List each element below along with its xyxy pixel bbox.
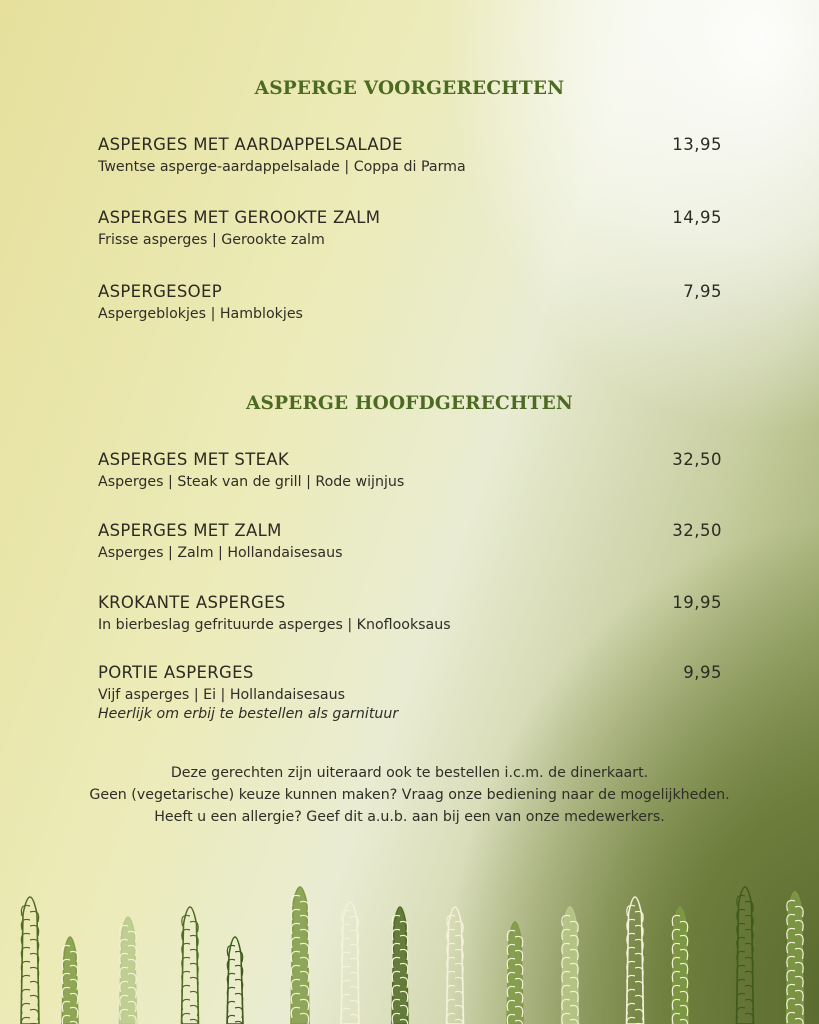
item-description: Asperges | Steak van de grill | Rode wijnjus: [98, 474, 405, 490]
menu-item: [98, 135, 722, 177]
item-description: Vijf asperges | Ei | Hollandaisesaus: [98, 687, 345, 703]
item-description: Frisse asperges | Gerookte zalm: [98, 232, 325, 248]
section-title-voorgerechten: ASPERGE VOORGERECHTEN: [254, 78, 565, 99]
item-name: PORTIE ASPERGES: [98, 663, 254, 682]
menu-item: [98, 282, 722, 324]
menu-item: [98, 593, 722, 635]
asparagus-spear-icon: [627, 897, 644, 1024]
footer-line: Heeft u een allergie? Geef dit a.u.b. aan bij een van onze medewerkers.: [154, 809, 665, 825]
asparagus-spear-icon: [227, 937, 243, 1024]
item-description: In bierbeslag gefrituurde asperges | Knoflooksaus: [98, 617, 451, 633]
item-description: Asperges | Zalm | Hollandaisesaus: [98, 545, 343, 561]
item-price: 7,95: [683, 282, 722, 301]
asparagus-spear-icon: [787, 892, 804, 1024]
menu-item: [98, 450, 722, 492]
asparagus-spear-icon: [392, 907, 408, 1024]
section-title-hoofdgerechten: ASPERGE HOOFDGERECHTEN: [245, 393, 574, 414]
asparagus-spear-icon: [120, 917, 137, 1024]
menu-item: [98, 521, 722, 563]
menu-item: [98, 208, 722, 250]
item-name: KROKANTE ASPERGES: [98, 593, 286, 612]
asparagus-spear-icon: [341, 902, 359, 1024]
asparagus-spear-icon: [291, 887, 309, 1024]
footer-line: Geen (vegetarische) keuze kunnen maken? Vraag onze bediening naar de mogelijkheden.: [89, 787, 730, 803]
item-price: 14,95: [672, 208, 722, 227]
asparagus-spear-icon: [182, 907, 199, 1024]
item-name: ASPERGES MET STEAK: [98, 450, 290, 469]
asparagus-spears-icon: [0, 864, 819, 1024]
item-description: Aspergeblokjes | Hamblokjes: [98, 306, 303, 322]
item-name: ASPERGES MET AARDAPPELSALADE: [98, 135, 403, 154]
asparagus-spear-icon: [737, 887, 754, 1024]
item-name: ASPERGESOEP: [98, 282, 222, 301]
footer-notes: [0, 762, 819, 828]
item-price: 9,95: [683, 663, 722, 682]
item-name: ASPERGES MET GEROOKTE ZALM: [98, 208, 381, 227]
item-price: 19,95: [672, 593, 722, 612]
footer-line: Deze gerechten zijn uiteraard ook te bestellen i.c.m. de dinerkaart.: [170, 765, 649, 781]
item-description: Twentse asperge-aardappelsalade | Coppa di Parma: [98, 159, 466, 175]
asparagus-spear-icon: [672, 907, 688, 1024]
asparagus-spear-icon: [447, 907, 464, 1024]
asparagus-spear-icon: [21, 897, 39, 1024]
item-price: 32,50: [672, 450, 722, 469]
asparagus-spear-icon: [507, 922, 523, 1024]
item-name: ASPERGES MET ZALM: [98, 521, 282, 540]
item-price: 13,95: [672, 135, 722, 154]
asparagus-spear-icon: [62, 937, 78, 1024]
menu-item: [98, 663, 722, 724]
asparagus-spear-icon: [562, 907, 579, 1024]
item-price: 32,50: [672, 521, 722, 540]
item-note: Heerlijk om erbij te bestellen als garnituur: [98, 706, 399, 722]
